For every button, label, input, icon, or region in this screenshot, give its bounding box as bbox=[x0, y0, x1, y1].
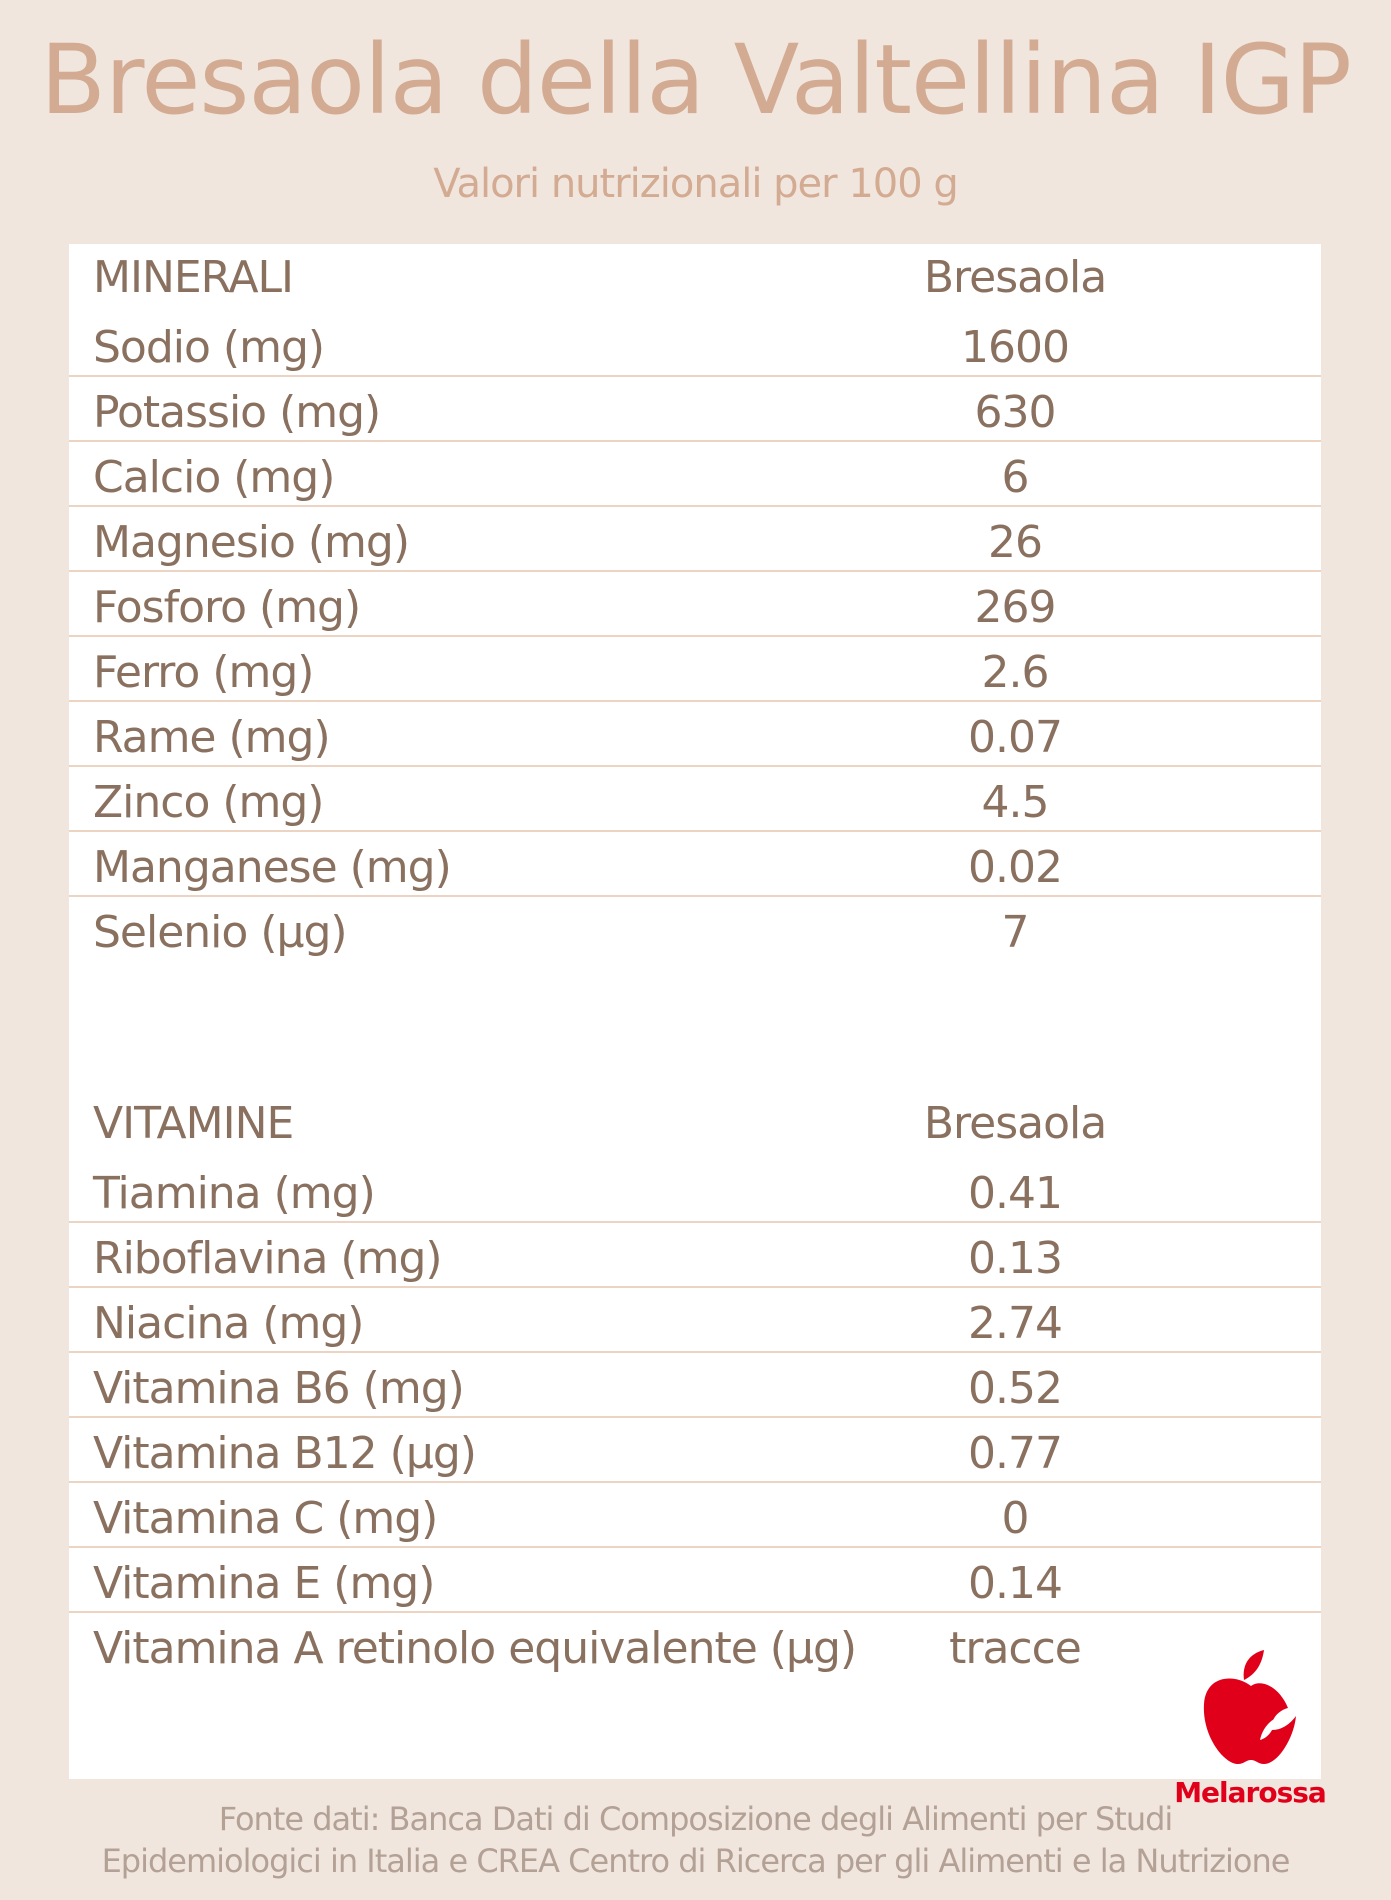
row-value: tracce bbox=[949, 1623, 1081, 1674]
row-value: 0.07 bbox=[968, 712, 1062, 763]
row-value: 7 bbox=[1001, 907, 1029, 958]
table-row bbox=[69, 1416, 1321, 1483]
row-value: 6 bbox=[1001, 452, 1029, 503]
table-row bbox=[69, 1481, 1321, 1548]
table-row bbox=[69, 830, 1321, 897]
row-label: Riboflavina (mg) bbox=[93, 1233, 442, 1284]
row-label: Zinco (mg) bbox=[93, 777, 324, 828]
row-value: 0.14 bbox=[968, 1558, 1062, 1609]
row-label: Vitamina E (mg) bbox=[93, 1558, 435, 1609]
row-label: Manganese (mg) bbox=[93, 842, 451, 893]
page-subtitle: Valori nutrizionali per 100 g bbox=[433, 161, 958, 207]
row-value: 0.02 bbox=[968, 842, 1062, 893]
row-value: 0.41 bbox=[968, 1168, 1062, 1219]
row-label: Rame (mg) bbox=[93, 712, 330, 763]
row-value: 0.77 bbox=[968, 1428, 1062, 1479]
table-row bbox=[69, 1351, 1321, 1418]
row-label: Vitamina A retinolo equivalente (μg) bbox=[93, 1623, 857, 1674]
row-value: 4.5 bbox=[981, 777, 1049, 828]
row-value: 630 bbox=[974, 387, 1056, 438]
row-value: 1600 bbox=[961, 322, 1069, 373]
table-row bbox=[69, 895, 1321, 960]
row-label: Tiamina (mg) bbox=[93, 1168, 375, 1219]
row-value: 269 bbox=[974, 582, 1056, 633]
row-label: Vitamina B6 (mg) bbox=[93, 1363, 464, 1414]
row-value: 26 bbox=[988, 517, 1042, 568]
vitamins-header-row bbox=[69, 1090, 1321, 1155]
row-value: 0.52 bbox=[968, 1363, 1062, 1414]
table-row bbox=[69, 570, 1321, 637]
vitamins-header: VITAMINE bbox=[93, 1098, 294, 1149]
table-row bbox=[69, 1546, 1321, 1613]
row-label: Vitamina B12 (μg) bbox=[93, 1428, 476, 1479]
row-label: Niacina (mg) bbox=[93, 1298, 364, 1349]
row-label: Fosforo (mg) bbox=[93, 582, 361, 633]
row-label: Ferro (mg) bbox=[93, 647, 314, 698]
table-row bbox=[69, 765, 1321, 832]
minerals-column-header: Bresaola bbox=[923, 252, 1107, 303]
row-label: Selenio (μg) bbox=[93, 907, 347, 958]
row-label: Potassio (mg) bbox=[93, 387, 381, 438]
table-row bbox=[69, 1156, 1321, 1223]
table-row bbox=[69, 700, 1321, 767]
table-row bbox=[69, 505, 1321, 572]
table-row bbox=[69, 310, 1321, 377]
vitamins-column-header: Bresaola bbox=[923, 1098, 1107, 1149]
page-title: Bresaola della Valtellina IGP bbox=[40, 24, 1351, 136]
table-row bbox=[69, 375, 1321, 442]
apple-icon bbox=[1176, 1646, 1326, 1776]
row-label: Magnesio (mg) bbox=[93, 517, 409, 568]
brand-logo-text: Melarossa bbox=[1174, 1776, 1326, 1809]
nutrition-table bbox=[69, 244, 1321, 1779]
row-value: 2.6 bbox=[981, 647, 1049, 698]
source-note-line-1: Fonte dati: Banca Dati di Composizione degli Alimenti per Studi bbox=[218, 1800, 1173, 1838]
row-value: 0 bbox=[1001, 1493, 1029, 1544]
row-label: Sodio (mg) bbox=[93, 322, 325, 373]
table-row bbox=[69, 440, 1321, 507]
row-label: Vitamina C (mg) bbox=[93, 1493, 438, 1544]
table-row bbox=[69, 635, 1321, 702]
source-note-line-2: Epidemiologici in Italia e CREA Centro di Ricerca per gli Alimenti e la Nutrizione bbox=[101, 1842, 1290, 1880]
row-value: 0.13 bbox=[968, 1233, 1062, 1284]
row-value: 2.74 bbox=[968, 1298, 1062, 1349]
table-row bbox=[69, 1221, 1321, 1288]
table-row bbox=[69, 1286, 1321, 1353]
row-label: Calcio (mg) bbox=[93, 452, 335, 503]
minerals-header: MINERALI bbox=[93, 252, 294, 303]
table-row bbox=[69, 1611, 1321, 1676]
minerals-header-row bbox=[69, 244, 1321, 309]
